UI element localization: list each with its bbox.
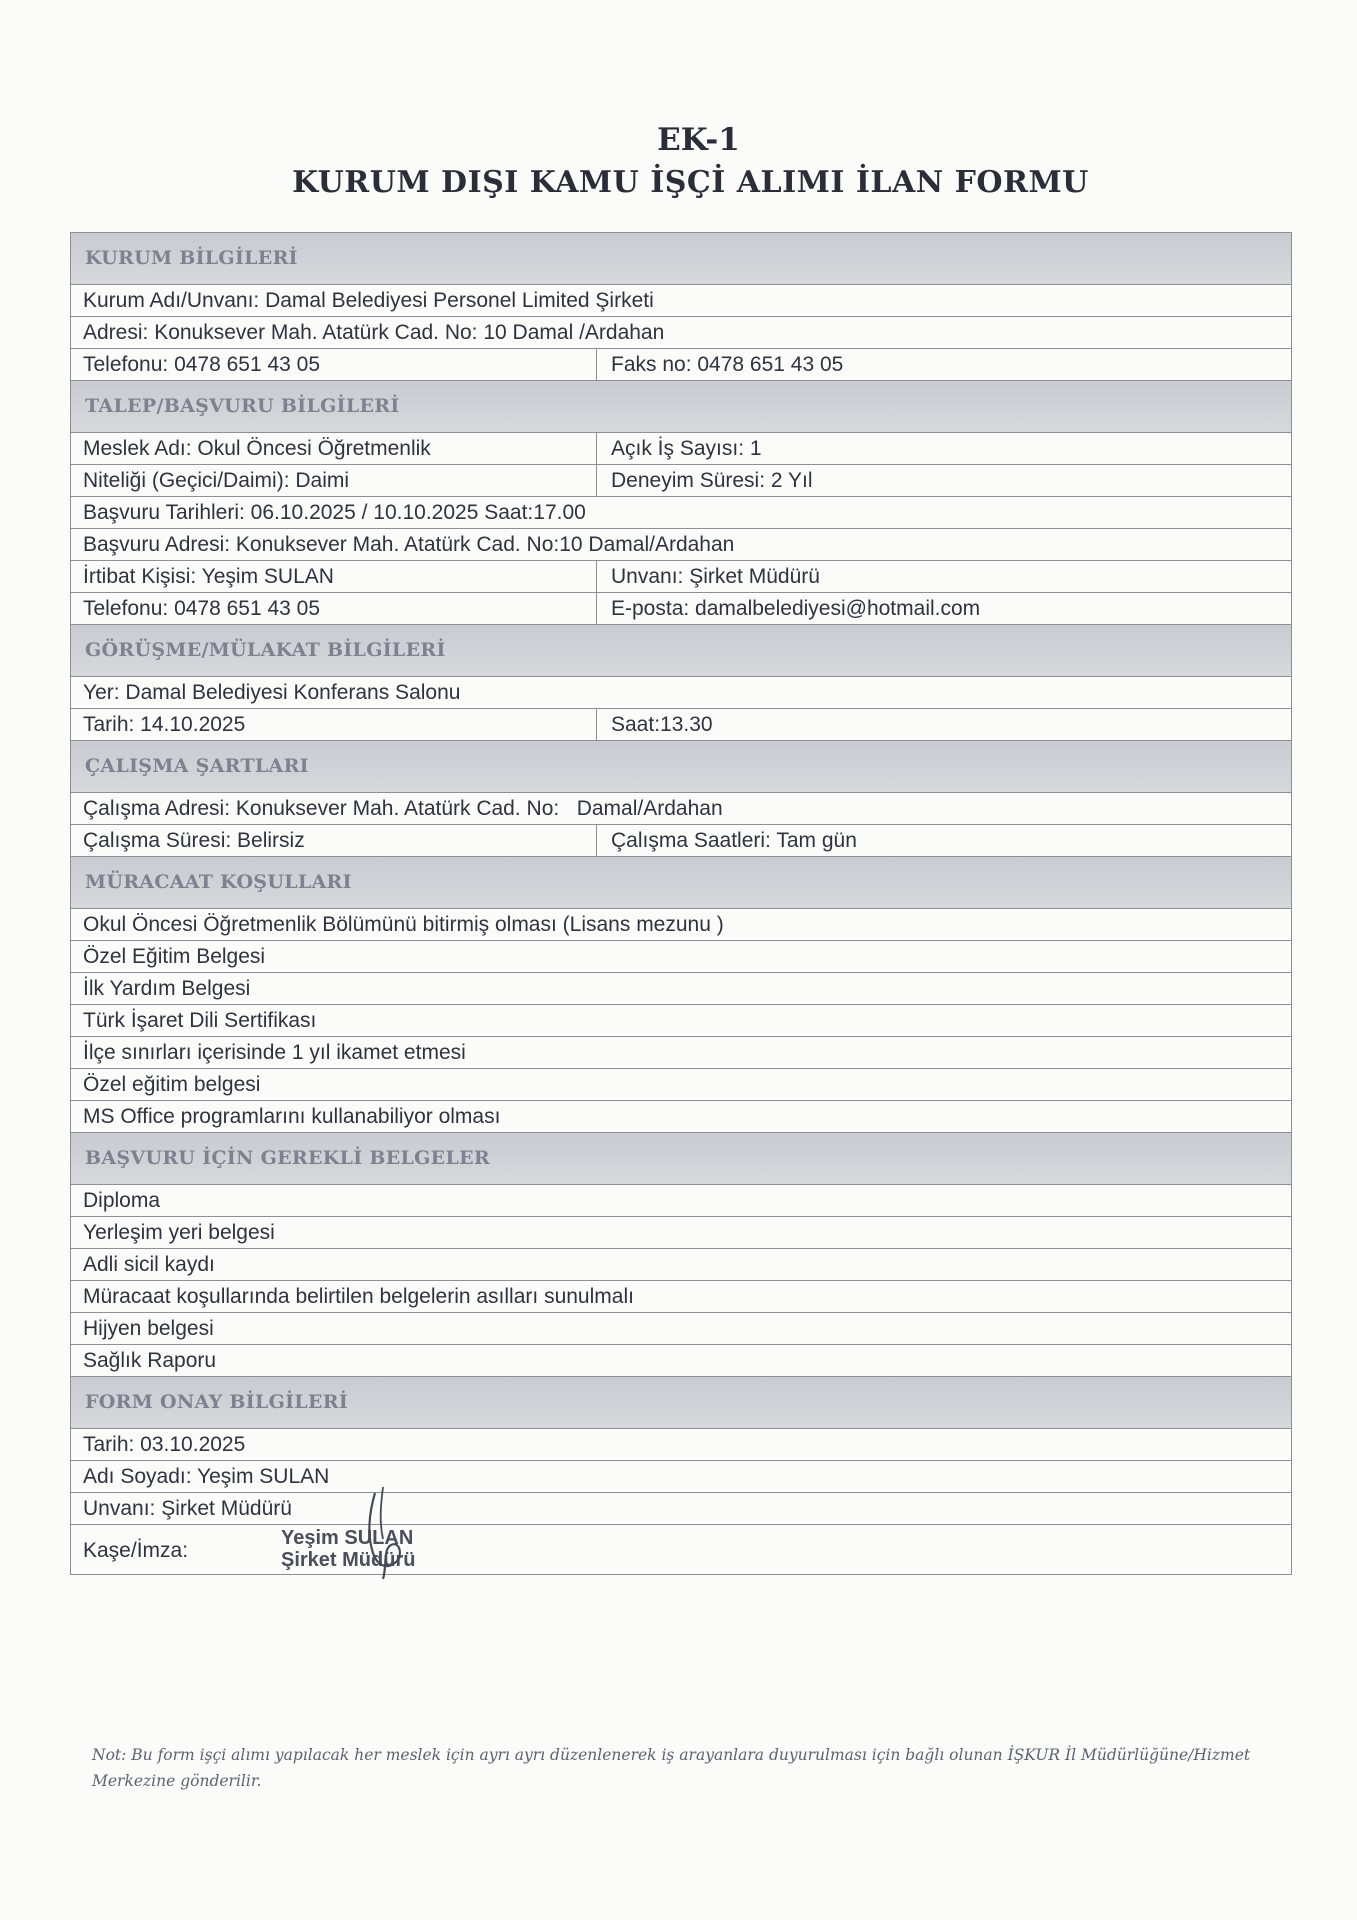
list-item	[71, 941, 1291, 973]
kurum-adi-row	[71, 285, 1291, 317]
job-announcement-form	[70, 232, 1292, 1575]
onay-tarihi: Tarih: 03.10.2025	[83, 1433, 246, 1456]
section-heading-talep: TALEP/BAŞVURU BİLGİLERİ	[71, 381, 1291, 433]
irtibat-unvani: Unvanı: Şirket Müdürü	[611, 565, 820, 588]
gorusme-tarihi: Tarih: 14.10.2025	[71, 709, 597, 740]
talep-tarihler-row	[71, 497, 1291, 529]
talep-eposta: E-posta: damalbelediyesi@hotmail.com	[611, 597, 981, 620]
talep-nitelik-row	[71, 465, 1291, 497]
stamp-title: Şirket Müdürü	[281, 1549, 416, 1571]
footnote: Not: Bu form işçi alımı yapılacak her meslek için ayrı ayrı düzenlenerek iş arayanlara duyurulması için bağlı olunan İŞKUR İl Müdürlüğüne/Hizmet Merkezine gönderilir.	[92, 1746, 1251, 1790]
stamp-name: Yeşim SULAN	[281, 1527, 414, 1549]
deneyim-suresi: Deneyim Süresi: 2 Yıl	[611, 469, 813, 492]
list-item	[71, 973, 1291, 1005]
talep-irtibat-row	[71, 561, 1291, 593]
list-item	[71, 1101, 1291, 1133]
section-heading-gorusme: GÖRÜŞME/MÜLAKAT BİLGİLERİ	[71, 625, 1291, 677]
list-item	[71, 1217, 1291, 1249]
talep-meslek-row	[71, 433, 1291, 465]
section-heading-muracaat: MÜRACAAT KOŞULLARI	[71, 857, 1291, 909]
calisma-adres-row	[71, 793, 1291, 825]
gerekli-belge: Müracaat koşullarında belirtilen belgelerin asılları sunulmalı	[83, 1285, 634, 1308]
calisma-sure-row	[71, 825, 1291, 857]
calisma-adresi: Çalışma Adresi: Konuksever Mah. Atatürk Cad. No: Damal/Ardahan	[83, 797, 723, 820]
gorusme-yeri: Yer: Damal Belediyesi Konferans Salonu	[83, 681, 461, 704]
section-heading-belgeler: BAŞVURU İÇİN GEREKLİ BELGELER	[71, 1133, 1291, 1185]
list-item	[71, 1345, 1291, 1377]
nitelik: Niteliği (Geçici/Daimi): Daimi	[71, 465, 597, 496]
talep-iletisim-row	[71, 593, 1291, 625]
onay-adi-soyadi: Adı Soyadı: Yeşim SULAN	[83, 1465, 330, 1488]
kase-imza-label: Kaşe/İmza:	[83, 1539, 189, 1562]
meslek-adi: Meslek Adı: Okul Öncesi Öğretmenlik	[71, 433, 597, 464]
muracaat-kosulu: Okul Öncesi Öğretmenlik Bölümünü bitirmiş olması (Lisans mezunu )	[83, 913, 724, 936]
gerekli-belge: Diploma	[83, 1189, 161, 1212]
muracaat-kosulu: MS Office programlarını kullanabiliyor olması	[83, 1105, 501, 1128]
list-item	[71, 909, 1291, 941]
calisma-saatleri: Çalışma Saatleri: Tam gün	[611, 829, 857, 852]
onay-kase-row	[71, 1525, 1291, 1575]
gerekli-belge: Sağlık Raporu	[83, 1349, 217, 1372]
kurum-iletisim-row	[71, 349, 1291, 381]
list-item	[71, 1005, 1291, 1037]
gorusme-yer-row	[71, 677, 1291, 709]
muracaat-kosulu: Özel eğitim belgesi	[83, 1073, 261, 1096]
kurum-adres: Adresi: Konuksever Mah. Atatürk Cad. No: 10 Damal /Ardahan	[83, 321, 665, 344]
basvuru-tarihleri: Başvuru Tarihleri: 06.10.2025 / 10.10.2025 Saat:17.00	[83, 501, 586, 524]
kurum-telefon: Telefonu: 0478 651 43 05	[71, 349, 597, 380]
form-title: KURUM DIŞI KAMU İŞÇİ ALIMI İLAN FORMU	[292, 165, 1089, 200]
onay-unvani: Unvanı: Şirket Müdürü	[83, 1497, 292, 1520]
kurum-faks: Faks no: 0478 651 43 05	[611, 353, 844, 376]
list-item	[71, 1037, 1291, 1069]
onay-tarih-row	[71, 1429, 1291, 1461]
list-item	[71, 1249, 1291, 1281]
muracaat-kosulu: İlk Yardım Belgesi	[83, 977, 251, 1000]
signature-scribble	[353, 1483, 423, 1583]
kurum-adi: Kurum Adı/Unvanı: Damal Belediyesi Personel Limited Şirketi	[83, 289, 654, 312]
onay-unvan-row	[71, 1493, 1291, 1525]
list-item	[71, 1281, 1291, 1313]
gerekli-belge: Adli sicil kaydı	[83, 1253, 215, 1276]
gerekli-belge: Yerleşim yeri belgesi	[83, 1221, 275, 1244]
kurum-adres-row	[71, 317, 1291, 349]
muracaat-kosulu: İlçe sınırları içerisinde 1 yıl ikamet etmesi	[83, 1041, 466, 1064]
section-heading-onay: FORM ONAY BİLGİLERİ	[71, 1377, 1291, 1429]
section-heading-kurum: KURUM BİLGİLERİ	[71, 233, 1291, 285]
gorusme-tarih-row	[71, 709, 1291, 741]
section-heading-calisma: ÇALIŞMA ŞARTLARI	[71, 741, 1291, 793]
list-item	[71, 1185, 1291, 1217]
talep-adres-row	[71, 529, 1291, 561]
calisma-suresi: Çalışma Süresi: Belirsiz	[71, 825, 597, 856]
muracaat-kosulu: Türk İşaret Dili Sertifikası	[83, 1009, 317, 1032]
gorusme-saati: Saat:13.30	[611, 713, 713, 736]
talep-telefon: Telefonu: 0478 651 43 05	[71, 593, 597, 624]
onay-adi-row	[71, 1461, 1291, 1493]
basvuru-adresi: Başvuru Adresi: Konuksever Mah. Atatürk Cad. No:10 Damal/Ardahan	[83, 533, 735, 556]
annex-label: EK-1	[657, 122, 740, 158]
gerekli-belge: Hijyen belgesi	[83, 1317, 214, 1340]
acik-is-sayisi: Açık İş Sayısı: 1	[611, 437, 762, 460]
list-item	[71, 1069, 1291, 1101]
list-item	[71, 1313, 1291, 1345]
irtibat-kisisi: İrtibat Kişisi: Yeşim SULAN	[71, 561, 597, 592]
muracaat-kosulu: Özel Eğitim Belgesi	[83, 945, 266, 968]
